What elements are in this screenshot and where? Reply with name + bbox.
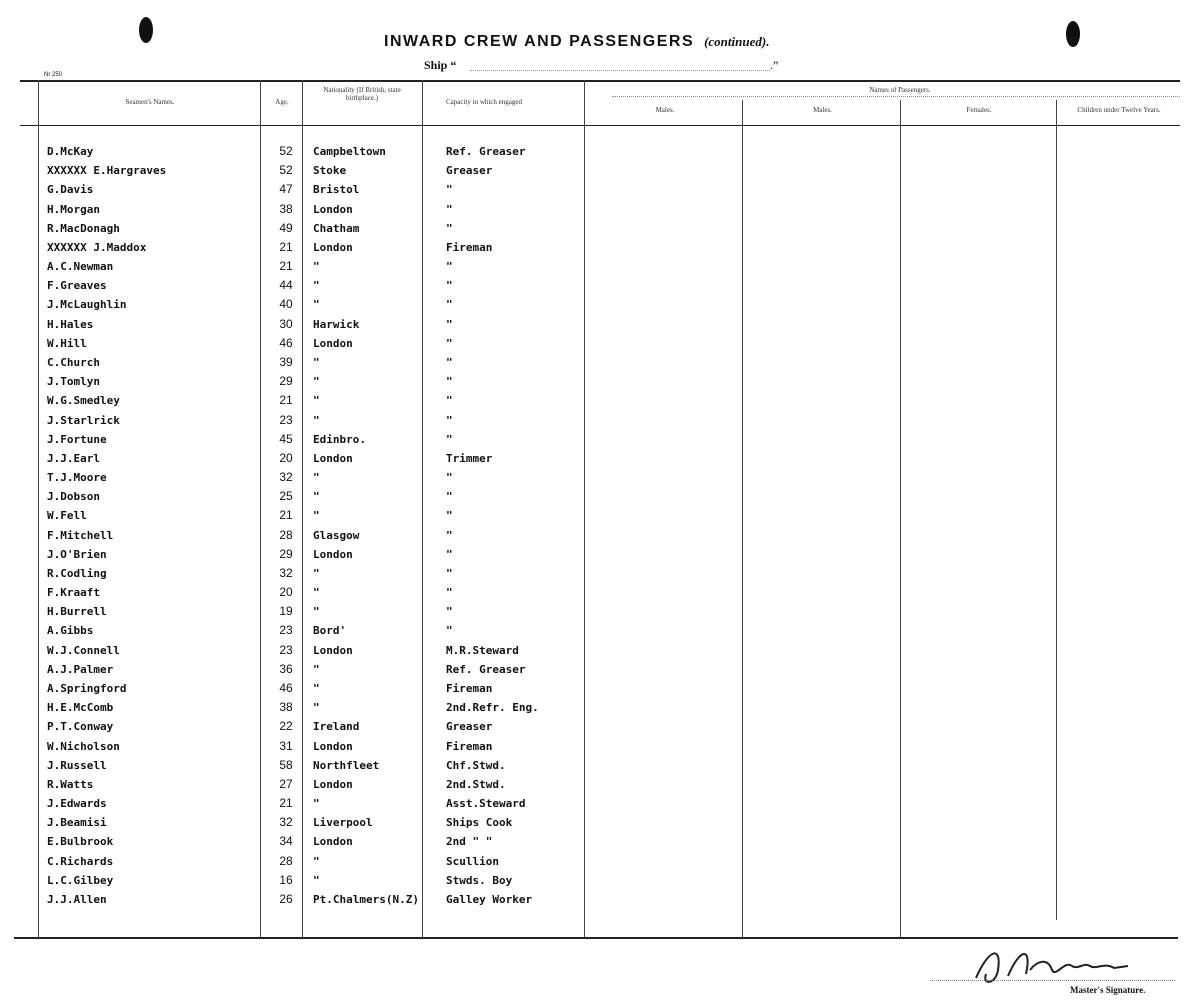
seaman-name: J.Dobson	[47, 490, 100, 503]
seaman-capacity: "	[446, 356, 453, 369]
seaman-capacity: Ships Cook	[446, 816, 513, 829]
seaman-nationality: "	[313, 471, 320, 484]
table-bottom-rule	[14, 937, 1178, 939]
seaman-age: 21	[279, 240, 293, 254]
seaman-name: W.Nicholson	[47, 740, 120, 753]
seaman-capacity: "	[446, 490, 453, 503]
seaman-name: W.J.Connell	[47, 644, 120, 657]
seaman-age: 44	[279, 278, 293, 292]
seaman-capacity: Asst.Steward	[446, 797, 526, 810]
seaman-name: XXXXXX J.Maddox	[47, 241, 147, 254]
signature-line	[930, 980, 1175, 981]
seaman-nationality: "	[313, 260, 320, 273]
signature-label: Master's Signature.	[1070, 985, 1146, 995]
table-top-rule	[20, 80, 1180, 82]
seaman-name: A.C.Newman	[47, 260, 114, 273]
seaman-nationality: Pt.Chalmers(N.Z)	[313, 893, 419, 906]
seaman-age: 23	[279, 413, 293, 427]
form-number: Nr 250	[44, 72, 63, 78]
title-text: INWARD CREW AND PASSENGERS	[384, 33, 695, 50]
seaman-name: F.Mitchell	[47, 529, 114, 542]
seaman-age: 46	[279, 336, 293, 350]
seaman-nationality: "	[313, 279, 320, 292]
seaman-name: W.Hill	[47, 337, 87, 350]
seaman-age: 32	[279, 815, 293, 829]
seaman-capacity: "	[446, 471, 453, 484]
seaman-nationality: London	[313, 452, 353, 465]
seaman-name: H.E.McComb	[47, 701, 114, 714]
seaman-age: 36	[279, 662, 293, 676]
seaman-age: 29	[279, 547, 293, 561]
seaman-age: 34	[279, 834, 293, 848]
seaman-capacity: "	[446, 394, 453, 407]
seaman-age: 20	[279, 451, 293, 465]
seaman-name: C.Church	[47, 356, 100, 369]
column-divider	[742, 100, 743, 937]
seaman-name: W.G.Smedley	[47, 394, 120, 407]
seaman-name: H.Burrell	[47, 605, 107, 618]
seaman-age: 38	[279, 700, 293, 714]
seaman-capacity: "	[446, 183, 453, 196]
seaman-name: J.J.Earl	[47, 452, 100, 465]
seaman-nationality: "	[313, 375, 320, 388]
header-capacity: Capacity in which engaged	[446, 98, 523, 106]
seaman-nationality: "	[313, 682, 320, 695]
seaman-age: 25	[279, 489, 293, 503]
header-passengers: Names of Passengers.	[869, 86, 931, 94]
seaman-nationality: Chatham	[313, 222, 360, 235]
seaman-nationality: Bristol	[313, 183, 360, 196]
seaman-capacity: "	[446, 433, 453, 446]
seaman-capacity: 2nd " "	[446, 835, 493, 848]
seaman-nationality: "	[313, 414, 320, 427]
seaman-nationality: London	[313, 241, 353, 254]
column-divider	[302, 80, 303, 937]
seaman-nationality: London	[313, 644, 353, 657]
seaman-nationality: London	[313, 835, 353, 848]
seaman-age: 16	[279, 873, 293, 887]
header-children: Children under Twelve Years.	[1077, 106, 1161, 114]
seaman-capacity: "	[446, 260, 453, 273]
punch-hole-icon	[139, 17, 153, 43]
seaman-nationality: London	[313, 740, 353, 753]
seaman-age: 27	[279, 777, 293, 791]
seaman-name: P.T.Conway	[47, 720, 114, 733]
seaman-capacity: "	[446, 337, 453, 350]
header-seamen-names: Seamen's Names.	[125, 98, 175, 106]
seaman-age: 47	[279, 182, 293, 196]
seaman-nationality: Harwick	[313, 318, 360, 331]
seaman-name: A.J.Palmer	[47, 663, 114, 676]
seaman-age: 58	[279, 758, 293, 772]
seaman-name: H.Hales	[47, 318, 94, 331]
title-suffix: (continued).	[704, 34, 770, 49]
seaman-capacity: "	[446, 298, 453, 311]
seaman-name: J.Fortune	[47, 433, 107, 446]
seaman-nationality: "	[313, 586, 320, 599]
seaman-capacity: "	[446, 586, 453, 599]
column-divider	[584, 80, 585, 937]
seaman-age: 21	[279, 393, 293, 407]
seaman-nationality: Liverpool	[313, 816, 373, 829]
seaman-name: W.Fell	[47, 509, 87, 522]
seaman-nationality: "	[313, 874, 320, 887]
punch-hole-icon	[1066, 21, 1080, 47]
seaman-nationality: "	[313, 509, 320, 522]
seaman-age: 19	[279, 604, 293, 618]
seaman-name: J.J.Allen	[47, 893, 107, 906]
column-divider	[900, 100, 901, 937]
seaman-age: 40	[279, 297, 293, 311]
seaman-name: F.Greaves	[47, 279, 107, 292]
header-females: Females.	[966, 106, 992, 114]
seaman-capacity: "	[446, 529, 453, 542]
seaman-age: 21	[279, 259, 293, 273]
seaman-name: J.McLaughlin	[47, 298, 127, 311]
seaman-name: J.Russell	[47, 759, 107, 772]
header-nationality: Nationality (If British, state birthplace.)	[323, 86, 401, 102]
seaman-age: 32	[279, 470, 293, 484]
seaman-capacity: "	[446, 375, 453, 388]
seaman-nationality: "	[313, 298, 320, 311]
seaman-name: R.Codling	[47, 567, 107, 580]
seaman-name: E.Bulbrook	[47, 835, 114, 848]
seaman-age: 45	[279, 432, 293, 446]
seaman-age: 26	[279, 892, 293, 906]
seaman-nationality: "	[313, 797, 320, 810]
seaman-capacity: M.R.Steward	[446, 644, 519, 657]
seaman-nationality: "	[313, 701, 320, 714]
seaman-nationality: London	[313, 203, 353, 216]
seaman-capacity: Stwds. Boy	[446, 874, 513, 887]
seaman-capacity: Fireman	[446, 682, 493, 695]
seaman-capacity: Galley Worker	[446, 893, 533, 906]
header-males-1: Males.	[655, 106, 675, 114]
seaman-name: A.Gibbs	[47, 624, 94, 637]
passenger-subheader-rule	[612, 96, 1180, 97]
column-divider	[38, 80, 39, 937]
seaman-nationality: "	[313, 490, 320, 503]
seaman-name: J.Beamisi	[47, 816, 107, 829]
seaman-capacity: Trimmer	[446, 452, 493, 465]
seaman-capacity: Fireman	[446, 740, 493, 753]
seaman-age: 28	[279, 528, 293, 542]
seaman-age: 38	[279, 202, 293, 216]
seaman-capacity: 2nd.Refr. Eng.	[446, 701, 539, 714]
seaman-capacity: "	[446, 548, 453, 561]
seaman-nationality: "	[313, 663, 320, 676]
seaman-capacity: Greaser	[446, 164, 493, 177]
seaman-name: L.C.Gilbey	[47, 874, 114, 887]
seaman-capacity: Ref. Greaser	[446, 145, 526, 158]
seaman-nationality: "	[313, 567, 320, 580]
seaman-age: 52	[279, 144, 293, 158]
seaman-name: R.MacDonagh	[47, 222, 120, 235]
seaman-capacity: "	[446, 318, 453, 331]
seaman-capacity: "	[446, 279, 453, 292]
header-age: Age.	[275, 98, 289, 106]
seaman-nationality: "	[313, 356, 320, 369]
seaman-name: J.Tomlyn	[47, 375, 100, 388]
seaman-nationality: Ireland	[313, 720, 360, 733]
seaman-capacity: "	[446, 567, 453, 580]
seaman-name: H.Morgan	[47, 203, 100, 216]
seaman-capacity: Greaser	[446, 720, 493, 733]
seaman-nationality: Edinbro.	[313, 433, 366, 446]
seaman-age: 22	[279, 719, 293, 733]
seaman-name: F.Kraaft	[47, 586, 100, 599]
seaman-age: 28	[279, 854, 293, 868]
seaman-capacity: "	[446, 509, 453, 522]
column-divider	[422, 80, 423, 937]
seaman-capacity: Scullion	[446, 855, 499, 868]
seaman-age: 49	[279, 221, 293, 235]
seaman-capacity: Fireman	[446, 241, 493, 254]
ship-label: Ship “	[424, 58, 457, 72]
seaman-age: 39	[279, 355, 293, 369]
seaman-nationality: Glasgow	[313, 529, 360, 542]
seaman-name: J.Edwards	[47, 797, 107, 810]
seaman-capacity: "	[446, 203, 453, 216]
seaman-name: J.Starlrick	[47, 414, 120, 427]
seaman-age: 32	[279, 566, 293, 580]
seaman-nationality: "	[313, 855, 320, 868]
seaman-capacity: "	[446, 605, 453, 618]
seaman-name: D.McKay	[47, 145, 94, 158]
seaman-name: G.Davis	[47, 183, 94, 196]
seaman-name: T.J.Moore	[47, 471, 107, 484]
seaman-age: 23	[279, 623, 293, 637]
ship-name-line	[470, 70, 770, 71]
seaman-nationality: Stoke	[313, 164, 347, 177]
seaman-capacity: "	[446, 624, 453, 637]
seaman-nationality: "	[313, 394, 320, 407]
page-title	[384, 33, 844, 51]
seaman-name: J.O'Brien	[47, 548, 107, 561]
seaman-name: A.Springford	[47, 682, 127, 695]
seaman-capacity: "	[446, 222, 453, 235]
seaman-name: C.Richards	[47, 855, 114, 868]
seaman-nationality: "	[313, 605, 320, 618]
seaman-nationality: London	[313, 337, 353, 350]
seaman-age: 21	[279, 796, 293, 810]
seaman-name: R.Watts	[47, 778, 94, 791]
seaman-nationality: Northfleet	[313, 759, 380, 772]
seaman-name: XXXXXX E.Hargraves	[47, 164, 167, 177]
seaman-nationality: Bord'	[313, 624, 347, 637]
ship-label-end: .”	[770, 58, 779, 72]
header-bottom-rule	[20, 125, 1180, 126]
seaman-age: 21	[279, 508, 293, 522]
column-divider	[1056, 100, 1057, 920]
seaman-age: 20	[279, 585, 293, 599]
seaman-nationality: London	[313, 778, 353, 791]
seaman-age: 52	[279, 163, 293, 177]
seaman-nationality: Campbeltown	[313, 145, 386, 158]
seaman-capacity: 2nd.Stwd.	[446, 778, 506, 791]
seaman-age: 30	[279, 317, 293, 331]
seaman-age: 31	[279, 739, 293, 753]
column-divider	[260, 80, 261, 937]
seaman-nationality: London	[313, 548, 353, 561]
seaman-capacity: Ref. Greaser	[446, 663, 526, 676]
seaman-capacity: Chf.Stwd.	[446, 759, 506, 772]
header-males-2: Males.	[813, 106, 832, 114]
seaman-age: 23	[279, 643, 293, 657]
seaman-capacity: "	[446, 414, 453, 427]
seaman-age: 29	[279, 374, 293, 388]
seaman-age: 46	[279, 681, 293, 695]
